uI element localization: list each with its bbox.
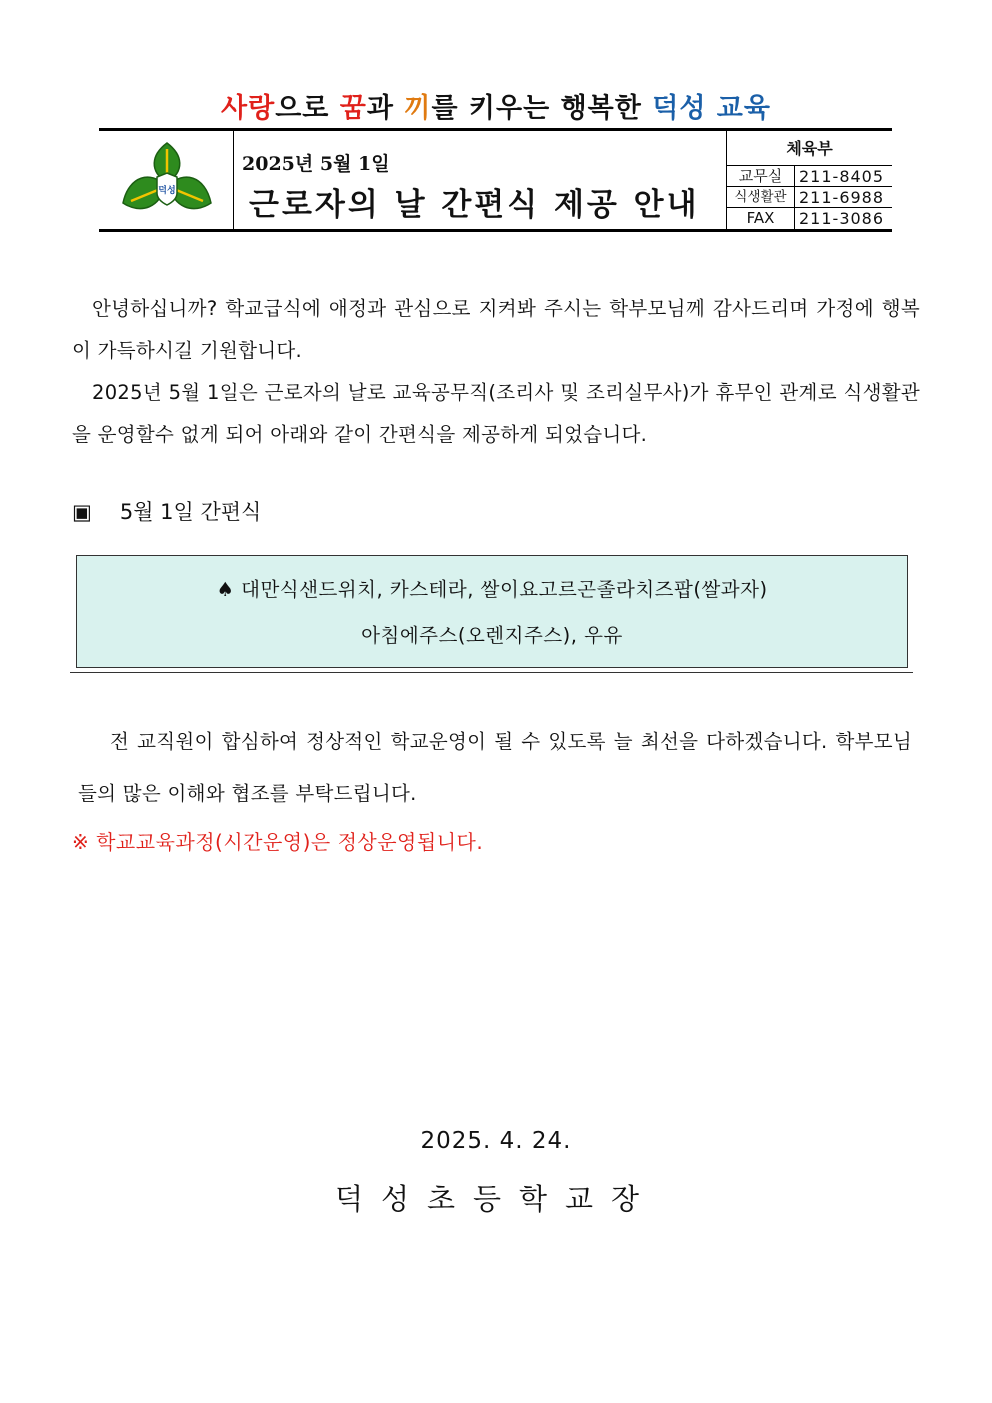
issue-date: 2025년 5월 1일 <box>242 153 390 175</box>
closing-paragraph: 전 교직원이 합심하여 정상적인 학교운영이 될 수 있도록 늘 최선을 다하겠습니다. 학부모님들의 많은 이해와 협조를 부탁드립니다. <box>78 730 912 805</box>
contact-number: 211-8405 <box>799 167 885 186</box>
motto-dream: 꿈 <box>339 93 367 124</box>
divider <box>70 672 913 673</box>
contact-row <box>727 166 892 187</box>
greeting-paragraph: 안녕하십니까? 학교급식에 애정과 관심으로 지켜봐 주시는 학부모님께 감사드리며 가정에 행복이 가득하시길 기원합니다. <box>72 297 920 362</box>
motto-school: 덕성 교육 <box>652 93 771 124</box>
contact-label: 식생활관 <box>727 187 795 207</box>
document-header <box>99 128 892 232</box>
contact-number: 211-6988 <box>799 188 885 207</box>
motto-text: 를 키우는 행복한 <box>431 93 653 124</box>
menu-line-1 <box>77 574 907 602</box>
document-title: 근로자의 날 간편식 제공 안내 <box>249 187 700 223</box>
menu-items: 대만식샌드위치, 카스테라, 쌀이요고르곤졸라치즈팝(쌀과자) <box>241 578 768 601</box>
contact-row <box>727 187 892 208</box>
logo-text: 덕성 <box>158 186 176 196</box>
schedule-notice: ※ 학교교육과정(시간운영)은 정상운영됩니다. <box>72 830 484 854</box>
square-bullet-icon: ▣ <box>72 500 92 524</box>
section-heading <box>72 496 261 526</box>
motto-talent: 끼 <box>404 93 432 124</box>
contact-table <box>726 131 892 229</box>
motto-text: 으로 <box>275 93 340 124</box>
section-title: 5월 1일 간편식 <box>119 500 262 524</box>
contact-number: 211-3086 <box>799 209 885 228</box>
contact-label: FAX <box>727 208 795 229</box>
department: 체육부 <box>727 131 892 166</box>
menu-line-2: 아침에주스(오렌지주스), 우유 <box>361 624 623 647</box>
contact-row <box>727 208 892 229</box>
signature-date: 2025. 4. 24. <box>420 1128 572 1154</box>
leaf-emblem-icon <box>121 141 213 221</box>
school-motto <box>0 86 992 125</box>
motto-love: 사랑 <box>221 93 276 124</box>
motto-text: 과 <box>366 93 405 124</box>
spade-bullet-icon: ♠ <box>216 578 235 601</box>
menu-box <box>76 555 908 668</box>
notice-paragraph: 2025년 5월 1일은 근로자의 날로 교육공무직(조리사 및 조리실무사)가 휴무인 관계로 식생활관을 운영할수 없게 되어 아래와 같이 간편식을 제공하게 되었습니다. <box>72 381 920 446</box>
school-logo <box>99 131 234 229</box>
contact-label: 교무실 <box>727 166 795 186</box>
principal-signature: 덕성초등학교장 <box>334 1182 658 1216</box>
